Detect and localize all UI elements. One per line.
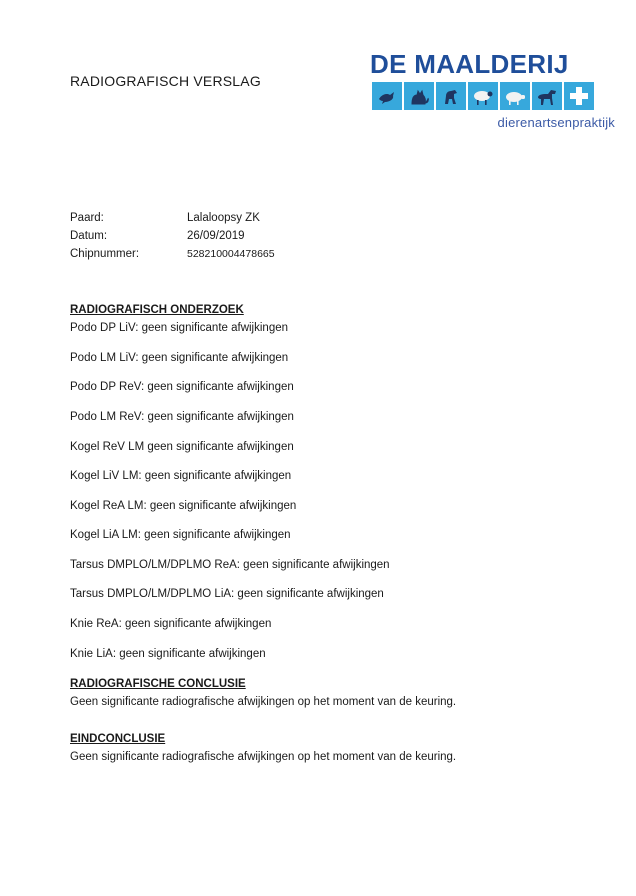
finding-item: Podo LM ReV: geen significante afwijkingen [70,411,294,423]
finding-item: Podo DP LiV: geen significante afwijkingen [70,322,289,334]
dog-icon [436,82,466,110]
conclusion-text: Geen significante radiografische afwijkingen op het moment van de keuring. [70,696,457,708]
patient-row-horse [70,212,390,230]
final-conclusion-heading: EINDCONCLUSIE [70,733,166,745]
finding-item: Kogel ReA LM: geen significante afwijkingen [70,500,297,512]
patient-row-chip [70,248,390,266]
label-horse: Paard: [70,212,104,224]
final-conclusion-text: Geen significante radiografische afwijkingen op het moment van de keuring. [70,751,457,763]
examination-heading: RADIOGRAFISCH ONDERZOEK [70,304,244,316]
clinic-logo [370,50,615,135]
value-chip: 528210004478665 [187,248,275,260]
bird-icon [372,82,402,110]
horse-icon [532,82,562,110]
finding-item: Knie ReA: geen significante afwijkingen [70,618,272,630]
plus-icon [564,82,594,110]
label-date: Datum: [70,230,108,242]
value-horse: Lalaloopsy ZK [187,212,260,224]
logo-name: DE MAALDERIJ [370,49,569,79]
finding-item: Kogel LiA LM: geen significante afwijkingen [70,529,291,541]
finding-item: Tarsus DMPLO/LM/DPLMO LiA: geen significante afwijkingen [70,588,384,600]
finding-item: Podo LM LiV: geen significante afwijkingen [70,352,289,364]
document-title: RADIOGRAFISCH VERSLAG [70,73,261,89]
pig-icon [500,82,530,110]
finding-item: Kogel LiV LM: geen significante afwijkingen [70,470,292,482]
finding-item: Tarsus DMPLO/LM/DPLMO ReA: geen significante afwijkingen [70,559,390,571]
label-chip: Chipnummer: [70,248,140,260]
finding-item: Podo DP ReV: geen significante afwijkingen [70,381,294,393]
cat-icon [404,82,434,110]
value-date: 26/09/2019 [187,230,245,242]
patient-row-date [70,230,390,248]
finding-item: Kogel ReV LM geen significante afwijkingen [70,441,294,453]
logo-subtitle: dierenartsenpraktijk [497,115,615,130]
finding-item: Knie LiA: geen significante afwijkingen [70,648,266,660]
logo-animal-tiles [372,82,594,110]
sheep-icon [468,82,498,110]
conclusion-heading: RADIOGRAFISCHE CONCLUSIE [70,678,246,690]
patient-info [70,212,390,266]
